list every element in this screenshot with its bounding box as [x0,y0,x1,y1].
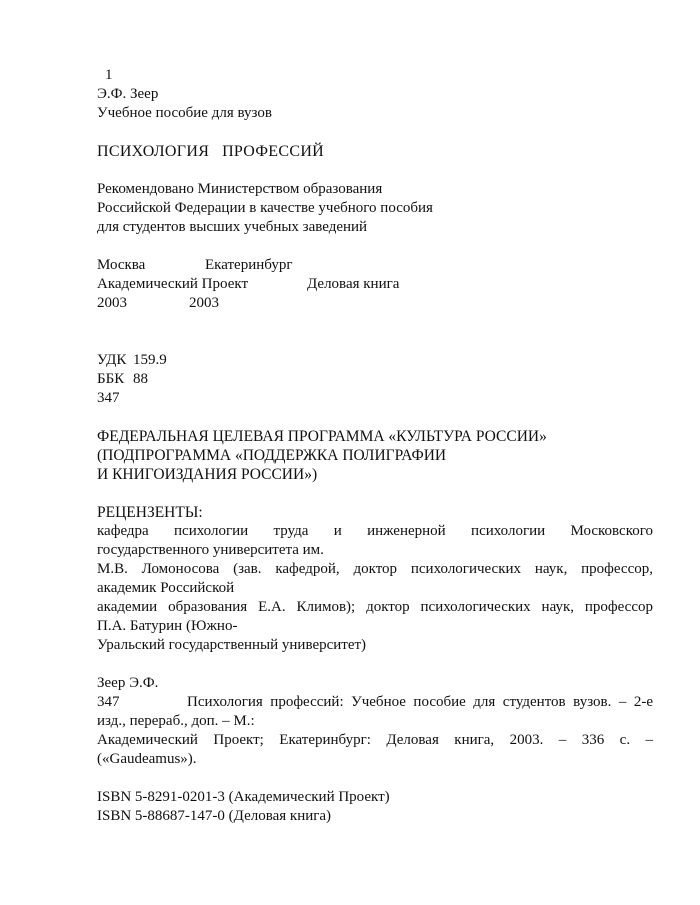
page-number: 1 [105,67,113,83]
annotation-line-4: («Gaudeamus»). [97,751,197,767]
reviewer-line: Уральский государственный университет) [97,637,367,653]
year-second: 2003 [189,295,219,311]
classification-block [97,351,653,408]
udk-value: 159.9 [133,352,167,368]
document-page [97,66,653,826]
annotation-line-3: Академический Проект; Екатеринбург: Деловая книга, 2003. – 336 с. – [97,732,653,748]
recommendation-line: Рекомендовано Министерством образования [97,181,383,197]
bbk-label: ББК [97,371,125,387]
recommendation-line: Российской Федерации в качестве учебного пособия [97,200,433,216]
spacer [97,655,653,674]
year-first: 2003 [97,295,127,311]
reviewer-line: М.В. Ломоносова (зав. кафедрой, доктор психологических наук, профессор, [97,561,653,577]
udk-label: УДК [97,352,127,368]
publishers-block [97,256,653,313]
spacer [97,161,653,180]
recommendation-block [97,180,653,237]
recommendation-line: для студентов высших учебных заведений [97,219,368,235]
spacer [97,332,653,351]
publisher-delovaya-kniga: Деловая книга [307,276,400,292]
reviewer-line: государственного университета им. [97,542,324,558]
isbn-block [97,788,653,826]
spacer [97,408,653,427]
book-type: Учебное пособие для вузов [97,105,272,121]
annotation-text: Психология профессий: Учебное пособие для студентов вузов. – 2-е [187,694,653,710]
reviewer-line: П.А. Батурин (Южно- [97,618,238,634]
bbk-value: 88 [133,371,148,387]
spacer [97,484,653,503]
annotation-line-2: изд., перераб., доп. – М.: [97,713,255,729]
spacer [97,123,653,142]
author-name: Э.Ф. Зеер [97,86,159,102]
spacer [97,313,653,332]
annotation-code: 347 [97,694,120,710]
isbn-line: ISBN 5-88687-147-0 (Деловая книга) [97,808,332,824]
annotation-author: Зеер Э.Ф. [97,675,159,691]
reviewers-heading: РЕЦЕНЗЕНТЫ: [97,504,203,521]
reviewers-block [97,503,653,655]
book-title: ПСИХОЛОГИЯ ПРОФЕССИЙ [97,143,325,160]
publisher-akademicheskiy: Академический Проект [97,276,249,292]
city-ekaterinburg: Екатеринбург [205,257,293,273]
annotation-block [97,674,653,769]
reviewer-line: кафедра психологии труда и инженерной психологии Московского [97,523,653,539]
annotation-line-1 [97,693,653,712]
spacer [97,769,653,788]
reviewer-line: академик Российской [97,580,235,596]
reviewer-line: академии образования Е.А. Климов); доктор психологических наук, профессор [97,599,653,615]
federal-program-block [97,427,653,484]
city-moscow: Москва [97,257,146,273]
program-line: ФЕДЕРАЛЬНАЯ ЦЕЛЕВАЯ ПРОГРАММА «КУЛЬТУРА РОССИИ» [97,428,547,445]
isbn-line: ISBN 5-8291-0201-3 (Академический Проект) [97,789,390,805]
program-line: И КНИГОИЗДАНИЯ РОССИИ») [97,466,318,483]
spacer [97,237,653,256]
program-line: (ПОДПРОГРАММА «ПОДДЕРЖКА ПОЛИГРАФИИ [97,447,447,464]
author-code: 347 [97,390,120,406]
